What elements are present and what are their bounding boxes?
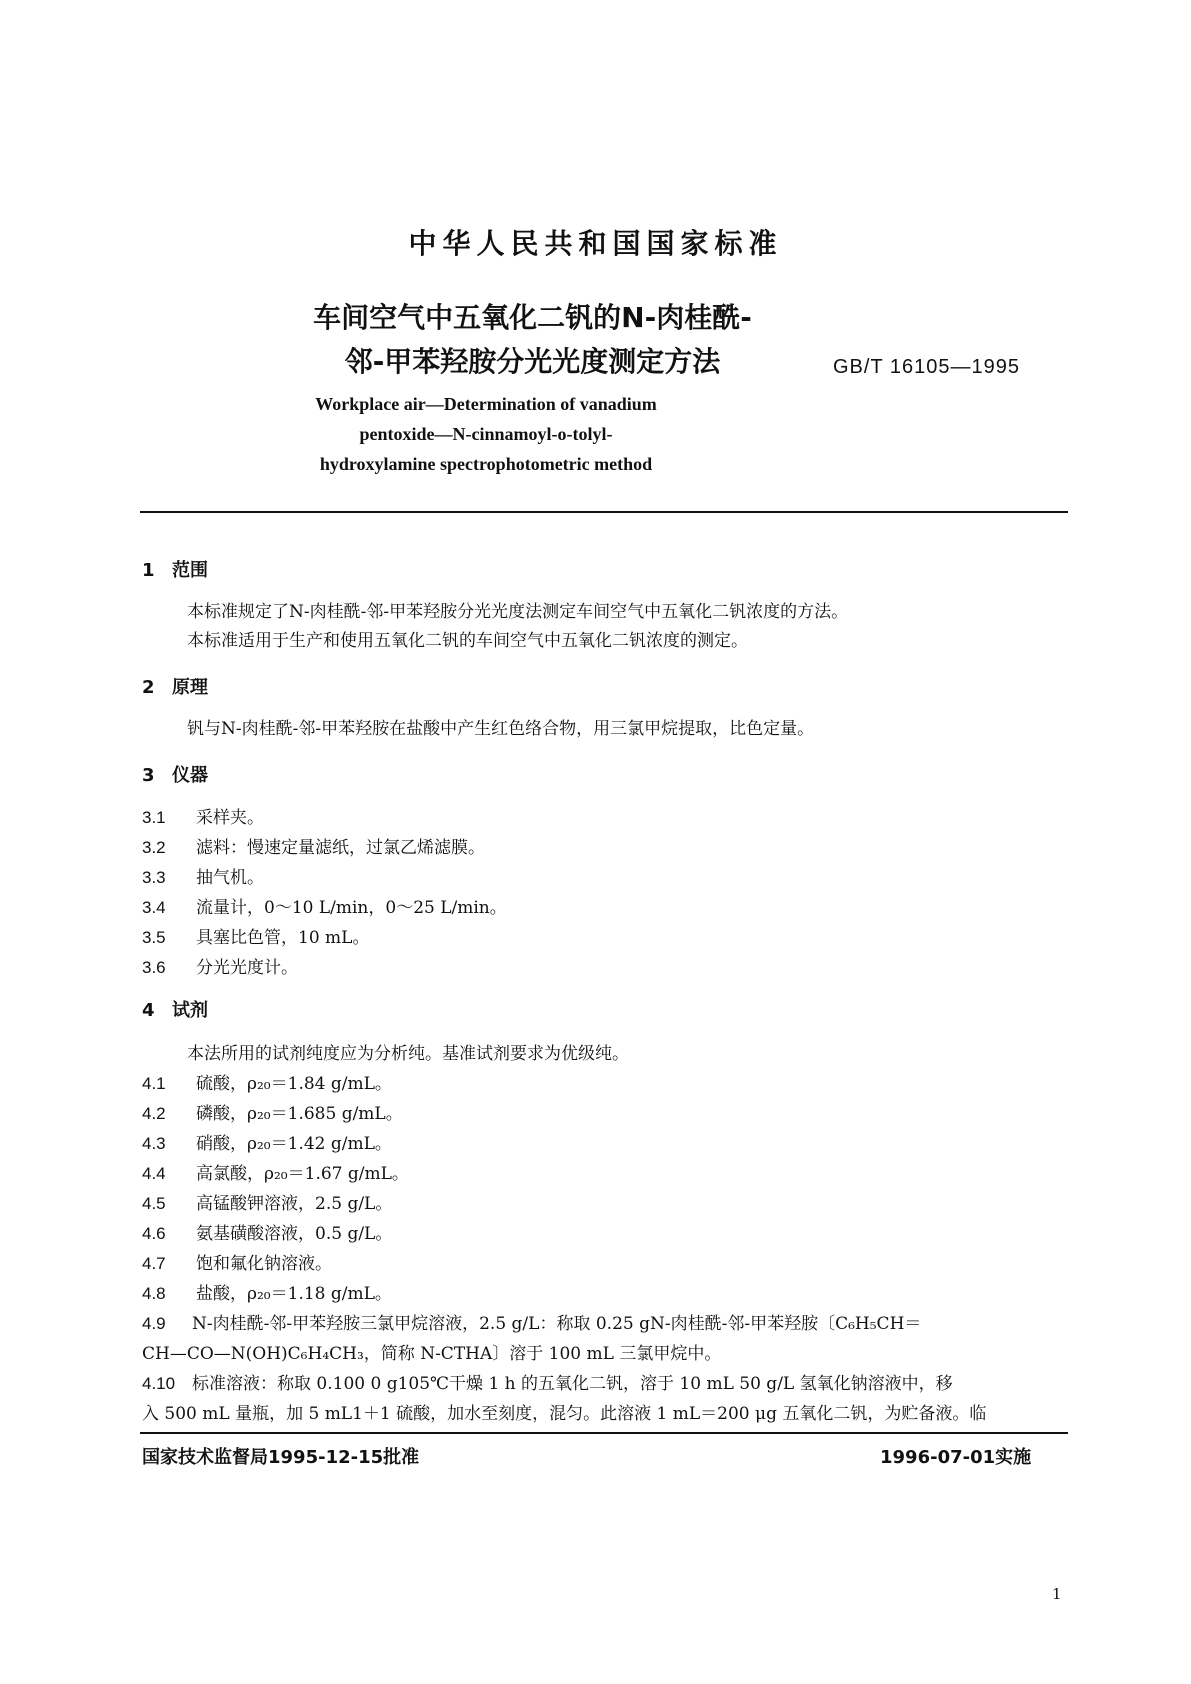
section-1-para-1: 本标准规定了N-肉桂酰-邻-甲苯羟胺分光光度法测定车间空气中五氧化二钒浓度的方法。 xyxy=(187,602,849,622)
section-3-heading: 3 仪器 xyxy=(142,765,208,786)
footer-divider xyxy=(140,1432,1068,1434)
section-4-heading: 4 试剂 xyxy=(142,1000,208,1021)
item-4-10-continuation: 入 500 mL 量瓶，加 5 mL1＋1 硫酸，加水至刻度，混匀。此溶液 1 mL＝200 μg 五氧化二钒，为贮备液。临 xyxy=(142,1404,987,1424)
item-4-9-continuation: CH—CO—N(OH)C₆H₄CH₃，简称 N-CTHA〕溶于 100 mL 三氯甲烷中。 xyxy=(142,1344,722,1364)
page-number: 1 xyxy=(1052,1585,1062,1603)
title-en-line-1: Workplace air—Determination of vanadium xyxy=(315,394,657,414)
item-4-4: 4.4 高氯酸，ρ₂₀＝1.67 g/mL。 xyxy=(142,1164,409,1184)
section-2-heading: 2 原理 xyxy=(142,677,208,698)
item-3-6: 3.6 分光光度计。 xyxy=(142,958,298,978)
item-4-7: 4.7 饱和氟化钠溶液。 xyxy=(142,1254,332,1274)
item-3-5: 3.5 具塞比色管，10 mL。 xyxy=(142,928,370,948)
title-en-line-3: hydroxylamine spectrophotometric method xyxy=(319,454,653,474)
standard-number: GB/T 16105—1995 xyxy=(833,356,1020,378)
item-4-6: 4.6 氨基磺酸溶液，0.5 g/L。 xyxy=(142,1224,393,1244)
title-cn-line-1: 车间空气中五氧化二钒的N-肉桂酰- xyxy=(313,301,752,334)
item-4-2: 4.2 磷酸，ρ₂₀＝1.685 g/mL。 xyxy=(142,1104,403,1124)
title-en-line-2: pentoxide—N-cinnamoyl-o-tolyl- xyxy=(359,424,613,444)
section-1-heading: 1 范围 xyxy=(142,560,208,581)
section-4-intro: 本法所用的试剂纯度应为分析纯。基准试剂要求为优级纯。 xyxy=(187,1044,629,1064)
item-3-2: 3.2 滤料：慢速定量滤纸，过氯乙烯滤膜。 xyxy=(142,838,485,858)
item-4-1: 4.1 硫酸，ρ₂₀＝1.84 g/mL。 xyxy=(142,1074,392,1094)
item-3-4: 3.4 流量计，0～10 L/min，0～25 L/min。 xyxy=(142,898,507,918)
footer-approval: 国家技术监督局1995-12-15批准 xyxy=(142,1447,420,1468)
item-4-5: 4.5 高锰酸钾溶液，2.5 g/L。 xyxy=(142,1194,393,1214)
item-4-3: 4.3 硝酸，ρ₂₀＝1.42 g/mL。 xyxy=(142,1134,392,1154)
item-3-1: 3.1 采样夹。 xyxy=(142,808,264,828)
item-4-8: 4.8 盐酸，ρ₂₀＝1.18 g/mL。 xyxy=(142,1284,392,1304)
item-4-9: 4.9 N-肉桂酰-邻-甲苯羟胺三氯甲烷溶液，2.5 g/L：称取 0.25 gN-肉桂酰-邻-甲苯羟胺〔C₆H₅CH＝ xyxy=(142,1314,922,1334)
footer-implementation: 1996-07-01实施 xyxy=(880,1447,1032,1468)
section-1-para-2: 本标准适用于生产和使用五氧化二钒的车间空气中五氧化二钒浓度的测定。 xyxy=(187,631,748,651)
item-3-3: 3.3 抽气机。 xyxy=(142,868,264,888)
item-4-10: 4.10 标准溶液：称取 0.100 0 g105℃干燥 1 h 的五氧化二钒，溶于 10 mL 50 g/L 氢氧化钠溶液中，移 xyxy=(142,1374,953,1394)
title-cn-line-2: 邻-甲苯羟胺分光光度测定方法 xyxy=(344,345,721,378)
section-2-para-1: 钒与N-肉桂酰-邻-甲苯羟胺在盐酸中产生红色络合物，用三氯甲烷提取，比色定量。 xyxy=(187,719,815,739)
title-divider xyxy=(140,511,1068,513)
national-standard-header: 中华人民共和国国家标准 xyxy=(408,227,783,260)
